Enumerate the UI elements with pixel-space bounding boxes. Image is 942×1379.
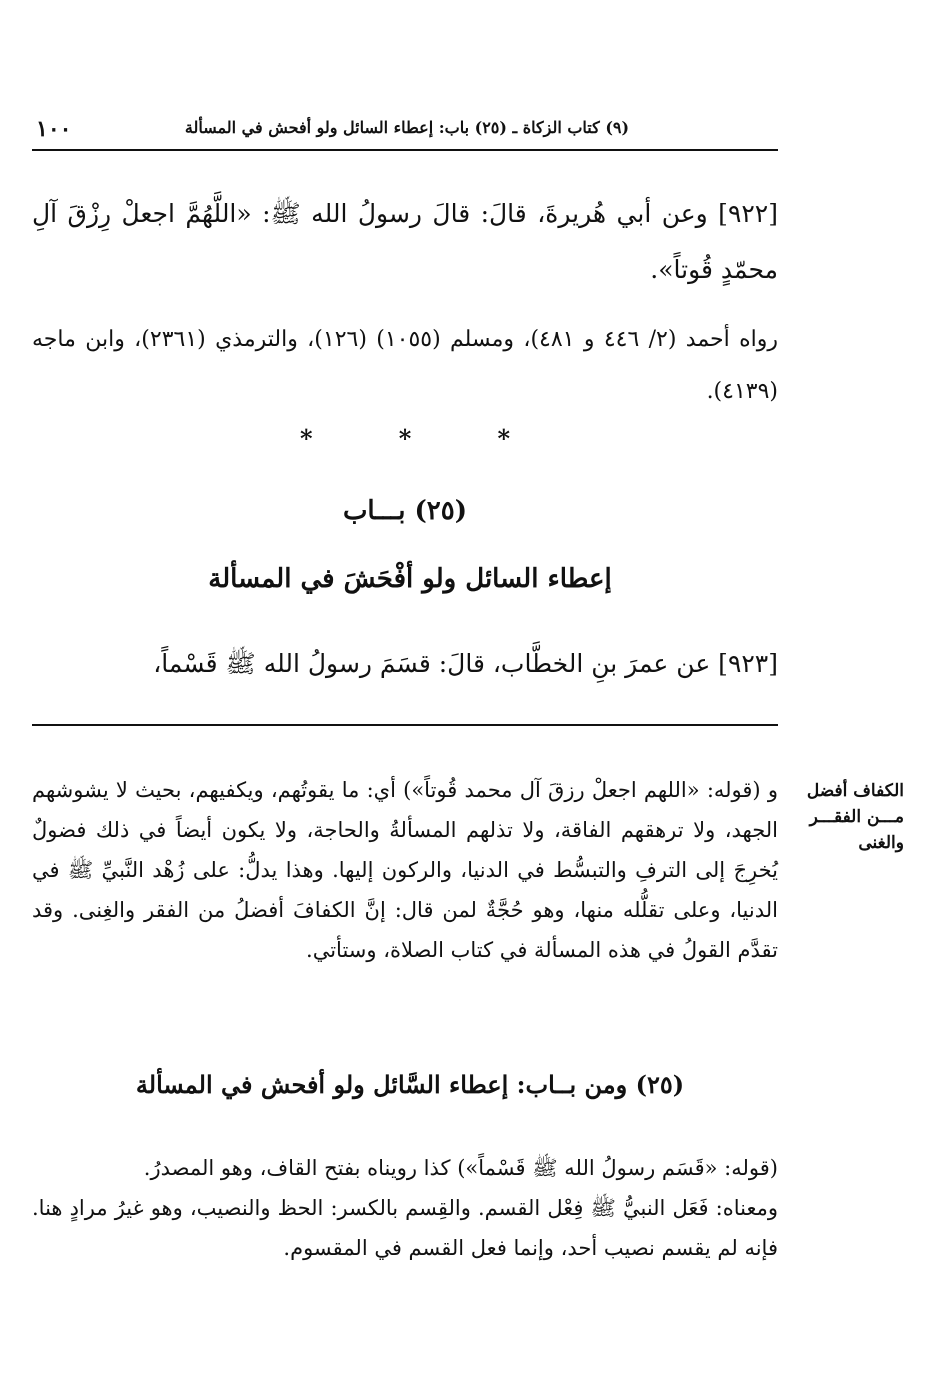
header-divider — [32, 149, 778, 151]
chapter-title: إعطاء السائل ولو أفْحَشَ في المسألة — [208, 564, 612, 594]
section-separator — [300, 424, 510, 453]
page-number: ١٠٠ — [36, 116, 72, 142]
hadith-922-source: رواه أحمد (٢/ ٤٤٦ و ٤٨١)، ومسلم (١٠٥٥) (١٢٦)، والترمذي (٢٣٦١)، وابن ماجه (٤١٣٩). — [32, 327, 778, 404]
separator-star: * — [300, 424, 313, 453]
chapter-number: (٢٥) بـــاب — [342, 496, 468, 526]
hadith-923-text: [٩٢٣] عن عمرَ بنِ الخطَّاب، قالَ: قسَمَ رسولُ الله ﷺ قَسْماً، — [153, 649, 778, 678]
margin-note: الكفاف أفضل مـــن الفقـــر والغنى — [806, 781, 904, 853]
commentary-2-line-1: (قوله: «قَسَم رسولُ الله ﷺ قَسْماً») كذا رويناه بفتح القاف، وهو المصدرُ. — [143, 1156, 778, 1180]
commentary-heading: (٢٥) ومن بــاب: إعطاء السَّائل ولو أفحش في المسألة — [135, 1070, 685, 1099]
text-commentary-divider — [32, 724, 778, 726]
running-title: (٩) كتاب الزكاة ـ (٢٥) باب: إعطاء السائل ولو أفحش في المسألة — [184, 118, 630, 137]
commentary-paragraph: و (قوله: «اللهم اجعلْ رزقَ آل محمد قُوتاً») أي: ما يقوتُهم، ويكفيهم، بحيث لا يشوشهم الجهد، ولا ترهقهم الفاقة، ولا تذلهم المسألةُ والحاجة، ولا يكون أيضاً في ذلك فضولٌ يُخرِجَ إلى الترفِ والتبسُّط في الدنيا، والركون إليها. وهذا يدلُّ: على زُهْد النَّبيِّ ﷺ في الدنيا، وعلى تقلُّله منها، وهو حُجَّةٌ لمن قال: إنَّ الكفافَ أفضلُ من الفقر والغِنى. وقد تقدَّم القولُ في هذه المسألة في كتاب الصلاة، وستأتي. — [32, 778, 778, 962]
hadith-922-text: [٩٢٢] وعن أبي هُريرةَ، قالَ: قالَ رسولُ الله ﷺ: «اللَّهُمَّ اجعلْ رِزْقَ آلِ محمّدٍ قُوتاً». — [32, 199, 778, 284]
page-header — [32, 112, 778, 146]
commentary-2-line-2: ومعناه: فَعَل النبيُّ ﷺ فِعْل القسم. والقِسم بالكسر: الحظ والنصيب، وهو غيرُ مرادٍ هنا. فإنه لم يقسم نصيب أحد، وإنما فعل القسم في المقسوم. — [32, 1196, 778, 1260]
separator-star: * — [497, 424, 510, 453]
separator-star: * — [398, 424, 412, 453]
commentary-paragraph-2 — [32, 1148, 778, 1268]
